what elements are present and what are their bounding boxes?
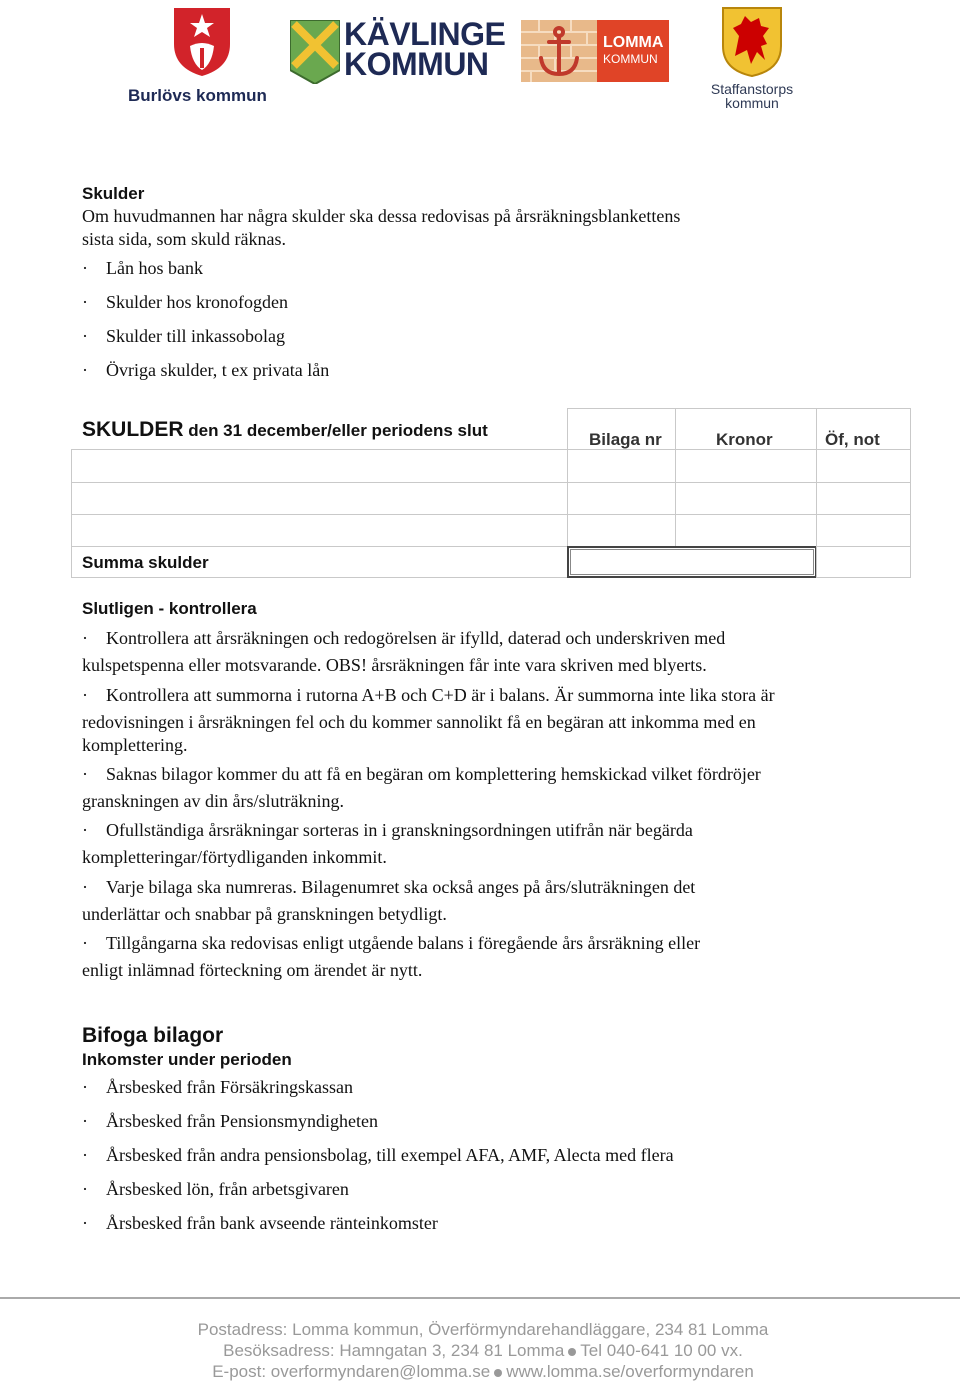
bullet-icon: · — [82, 820, 88, 840]
kontroll-p3-line2: granskningen av din års/sluträkning. — [82, 791, 344, 811]
skulder-intro-line2: sista sida, som skuld räknas. — [82, 229, 286, 249]
list-item: Övriga skulder, t ex privata lån — [106, 360, 330, 380]
kontroll-paragraph-5 — [82, 874, 882, 928]
col-header-bilaga: Bilaga nr — [589, 430, 662, 449]
list-item: Skulder hos kronofogden — [106, 292, 288, 312]
bullet-icon: · — [82, 1213, 88, 1233]
kontroll-p4-line1: Ofullständiga årsräkningar sorteras in i granskningsordningen utifrån när begärda — [106, 820, 693, 840]
lomma-line1: LOMMA — [603, 34, 664, 51]
kontroll-p2-line1: Kontrollera att summorna i rutorna A+B och C+D är i balans. Är summorna inte lika stora är — [106, 685, 775, 705]
kontroll-p6-line1: Tillgångarna ska redovisas enligt utgående balans i föregående års årsräkning eller — [106, 933, 701, 953]
kontroll-heading: Slutligen - kontrollera — [82, 599, 257, 618]
kontroll-p3-line1: Saknas bilagor kommer du att få en begäran om komplettering hemskickad vilket fördröjer — [106, 764, 761, 784]
footer-line2 — [0, 1341, 960, 1361]
kontroll-paragraph-3 — [82, 761, 882, 815]
kontroll-paragraph-6 — [82, 930, 882, 984]
row2-bilaga-input[interactable] — [567, 482, 676, 515]
row3-kronor-input[interactable] — [675, 514, 817, 547]
row1-bilaga-input[interactable] — [567, 449, 676, 483]
staffanstorp-line1: Staffanstorps — [710, 81, 794, 97]
burlov-shield-icon — [172, 6, 232, 78]
table-title — [82, 418, 488, 442]
bullet-icon: · — [82, 292, 88, 312]
bullet-icon: · — [82, 1145, 88, 1165]
staffanstorp-logo — [704, 6, 800, 112]
kontroll-p6-line2: enligt inlämnad förteckning om ärendet är nytt. — [82, 960, 423, 980]
row2-desc-input[interactable] — [71, 482, 568, 515]
lomma-line2: KOMMUN — [603, 52, 658, 66]
bullet-icon: · — [82, 685, 88, 705]
list-item: Lån hos bank — [106, 258, 203, 278]
lomma-anchor-icon — [521, 20, 597, 82]
kontroll-p4-line2: kompletteringar/förtydliganden inkommit. — [82, 847, 387, 867]
kontroll-paragraph-1 — [82, 625, 882, 679]
kontroll-paragraph-2 — [82, 682, 882, 759]
summa-of-input[interactable] — [816, 546, 911, 578]
bullet-icon: · — [82, 764, 88, 784]
bullet-icon: · — [82, 628, 88, 648]
burlov-logo — [128, 6, 278, 106]
list-item: Skulder till inkassobolag — [106, 326, 285, 346]
separator-dot-icon — [494, 1369, 502, 1377]
bullet-icon: · — [82, 1077, 88, 1097]
kontroll-p1-line2: kulspetspenna eller motsvarande. OBS! årsräkningen får inte vara skriven med blyerts. — [82, 655, 707, 675]
staffanstorp-shield-icon — [721, 6, 783, 78]
summa-total-input[interactable] — [567, 546, 817, 578]
kontroll-p2-line2: redovisningen i årsräkningen fel och du kommer sannolikt få en begäran att inkomma med en — [82, 712, 756, 732]
list-item: Årsbesked från andra pensionsbolag, till exempel AFA, AMF, Alecta med flera — [106, 1145, 674, 1165]
row2-kronor-input[interactable] — [675, 482, 817, 515]
bullet-icon: · — [82, 360, 88, 380]
skulder-intro-line1: Om huvudmannen har några skulder ska dessa redovisas på årsräkningsblankettens — [82, 206, 681, 226]
kontroll-p5-line1: Varje bilaga ska numreras. Bilagenumret ska också anges på års/sluträkningen det — [106, 877, 696, 897]
row3-of-input[interactable] — [816, 514, 911, 547]
row3-desc-input[interactable] — [71, 514, 568, 547]
footer-phone: Tel 040-641 10 00 vx. — [580, 1341, 743, 1360]
col-header-of: Öf, not — [825, 430, 880, 449]
lomma-name-box — [597, 20, 669, 82]
bullet-icon: · — [82, 877, 88, 897]
col-header-kronor: Kronor — [716, 430, 773, 449]
footer-line1: Postadress: Lomma kommun, Överförmyndarehandläggare, 234 81 Lomma — [197, 1320, 769, 1339]
footer-line3 — [0, 1362, 960, 1382]
bullet-icon: · — [82, 1111, 88, 1131]
staffanstorp-line2: kommun — [725, 95, 779, 111]
list-item: Årsbesked lön, från arbetsgivaren — [106, 1179, 349, 1199]
kontroll-p1-line1: Kontrollera att årsräkningen och redogörelsen är ifylld, daterad och underskriven med — [106, 628, 726, 648]
footer-web-link[interactable]: www.lomma.se/overformyndaren — [506, 1362, 754, 1381]
bilagor-subheading: Inkomster under perioden — [82, 1050, 292, 1069]
row1-kronor-input[interactable] — [675, 449, 817, 483]
row3-bilaga-input[interactable] — [567, 514, 676, 547]
list-item: Årsbesked från Pensionsmyndigheten — [106, 1111, 378, 1131]
footer-email-link[interactable]: E-post: overformyndaren@lomma.se — [212, 1362, 491, 1381]
bullet-icon: · — [82, 258, 88, 278]
bilagor-heading: Bifoga bilagor — [82, 1024, 224, 1047]
kavlinge-line2: KOMMUN — [344, 46, 489, 82]
table-title-rest: den 31 december/eller periodens slut — [183, 421, 488, 440]
row1-of-input[interactable] — [816, 449, 911, 483]
bullet-icon: · — [82, 933, 88, 953]
bullet-icon: · — [82, 1179, 88, 1199]
kontroll-p5-line2: underlättar och snabbar på granskningen betydligt. — [82, 904, 447, 924]
burlov-name: Burlövs kommun — [128, 86, 267, 105]
summa-label: Summa skulder — [82, 553, 209, 572]
lomma-logo — [521, 20, 669, 82]
kavlinge-shield-icon — [290, 20, 340, 84]
kavlinge-logo — [290, 16, 506, 88]
skulder-heading: Skulder — [82, 184, 145, 203]
table-title-bold: SKULDER — [82, 418, 184, 441]
kontroll-paragraph-4 — [82, 817, 882, 871]
footer-divider — [0, 1297, 960, 1299]
kavlinge-line1: KÄVLINGE — [344, 16, 506, 52]
row1-desc-input[interactable] — [71, 449, 568, 483]
footer-visit-address: Besöksadress: Hamngatan 3, 234 81 Lomma — [223, 1341, 565, 1360]
bullet-icon: · — [82, 326, 88, 346]
list-item: Årsbesked från Försäkringskassan — [106, 1077, 353, 1097]
list-item: Årsbesked från bank avseende ränteinkomster — [106, 1213, 438, 1233]
row2-of-input[interactable] — [816, 482, 911, 515]
separator-dot-icon — [568, 1348, 576, 1356]
kontroll-p2-line3: komplettering. — [82, 735, 188, 755]
